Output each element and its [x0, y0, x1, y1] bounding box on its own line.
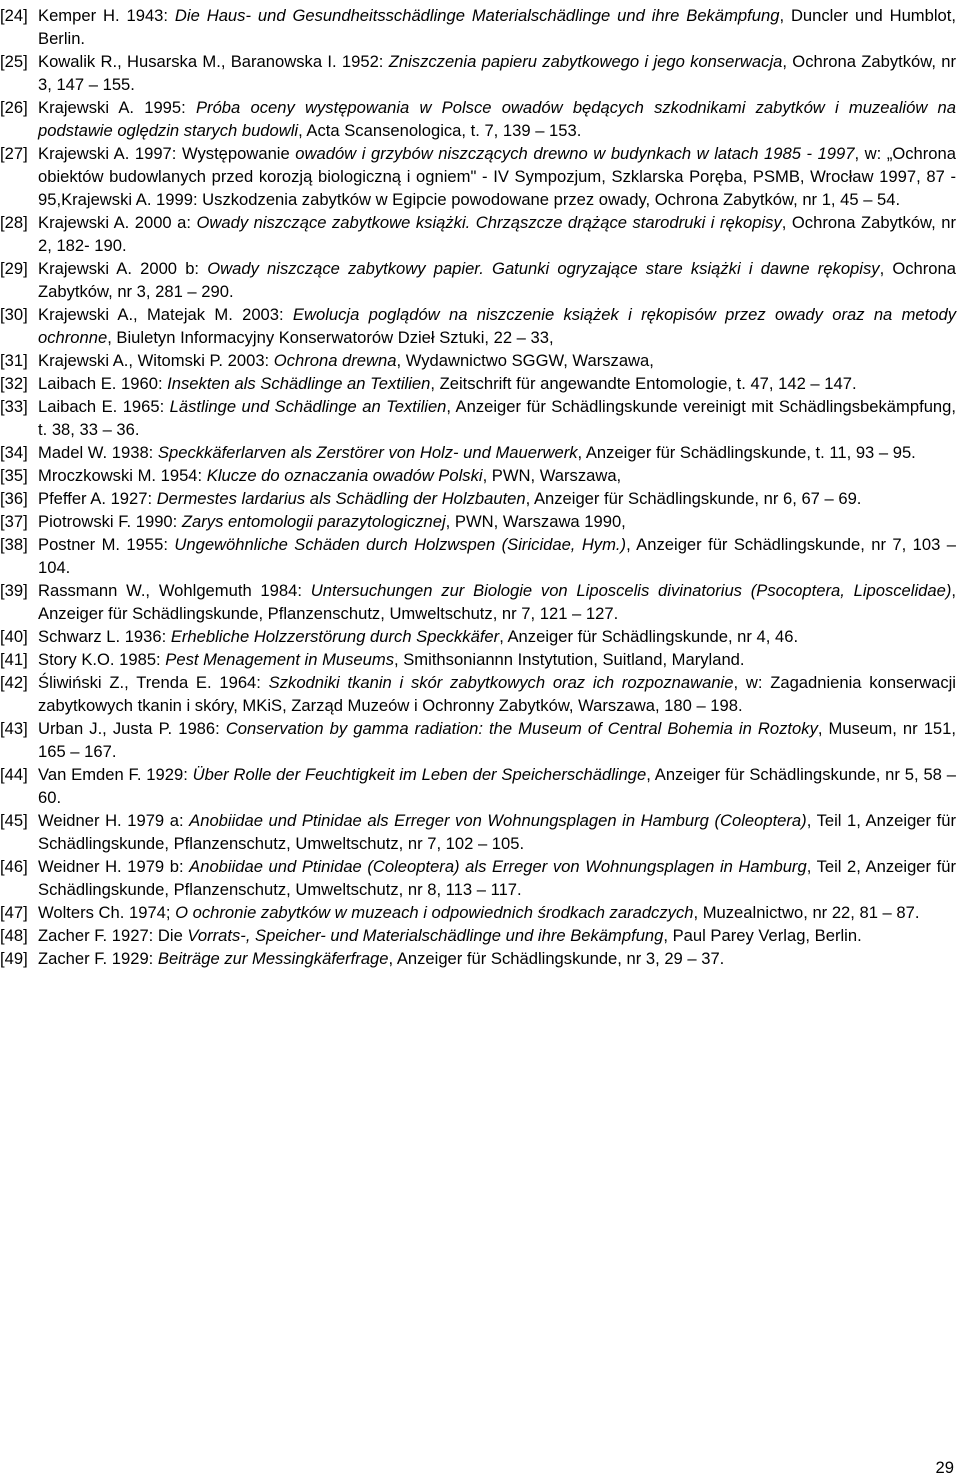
- reference-text: , Ochrona Zabytków, nr 3, 281 – 290.: [38, 259, 956, 301]
- reference-title: Über Rolle der Feuchtigkeit im Leben der Speicherschädlinge: [192, 765, 647, 784]
- reference-title: Dermestes lardarius als Schädling der Holzbauten: [156, 489, 526, 508]
- reference-text: Weidner H. 1979 b:: [38, 857, 190, 876]
- reference-entry: [0, 717, 956, 763]
- reference-text: , Wydawnictwo SGGW, Warszawa,: [396, 351, 654, 370]
- reference-title: Owady niszczące zabytkowy papier.: [207, 259, 484, 278]
- reference-entry: [0, 4, 956, 50]
- reference-entry: [0, 395, 956, 441]
- reference-text: , Anzeiger für Schädlingskunde vereinigt mit Schädlingsbekämpfung, t. 38, 33 – 36.: [38, 397, 956, 439]
- reference-title: Lästlinge und Schädlinge an Textilien: [169, 397, 447, 416]
- reference-text: , PWN, Warszawa,: [482, 466, 622, 485]
- reference-entry: [0, 671, 956, 717]
- reference-entry: [0, 648, 956, 671]
- reference-text: , Zeitschrift für angewandte Entomologie, t. 47, 142 – 147.: [430, 374, 857, 393]
- reference-entry: [0, 349, 956, 372]
- reference-text: , Anzeiger für Schädlingskunde, nr 3, 29 – 37.: [388, 949, 725, 968]
- reference-title: Owady niszczące zabytkowe książki.: [196, 213, 471, 232]
- reference-entry: [0, 579, 956, 625]
- reference-text: , Paul Parey Verlag, Berlin.: [663, 926, 862, 945]
- reference-entry: [0, 96, 956, 142]
- reference-text: Story K.O. 1985:: [38, 650, 166, 669]
- reference-entry: [0, 510, 956, 533]
- reference-text: , Teil 2, Anzeiger für Schädlingskunde, Pflanzenschutz, Umweltschutz, nr 8, 113 – 117.: [38, 857, 956, 899]
- reference-text: Kemper H. 1943:: [38, 6, 175, 25]
- reference-text: , Duncler und Humblot, Berlin.: [38, 6, 956, 48]
- reference-title: Erhebliche Holzzerstörung durch Speckkäfer: [170, 627, 500, 646]
- reference-entry: [0, 464, 956, 487]
- reference-entry: [0, 50, 956, 96]
- reference-text: Weidner H. 1979 a:: [38, 811, 190, 830]
- reference-text: Krajewski A. 2000 b:: [38, 259, 208, 278]
- reference-title: Vorrats-, Speicher- und Materialschädlinge und ihre Bekämpfung: [187, 926, 664, 945]
- reference-text: Mroczkowski M. 1954:: [38, 466, 207, 485]
- reference-text: , Anzeiger für Schädlingskunde, nr 5, 58 – 60.: [38, 765, 956, 807]
- reference-number: [30]: [0, 305, 28, 324]
- reference-title: O ochronie zabytków w muzeach i odpowiednich środkach zaradczych: [175, 903, 694, 922]
- reference-entry: [0, 901, 956, 924]
- reference-title: Speckkäferlarven als Zerstörer von Holz- und Mauerwerk: [157, 443, 578, 462]
- reference-number: [32]: [0, 374, 28, 393]
- reference-number: [49]: [0, 949, 28, 968]
- reference-number: [28]: [0, 213, 28, 232]
- reference-title: Untersuchungen zur Biologie von Liposcelis divinatorius (Psocoptera, Liposcelidae): [310, 581, 952, 600]
- reference-text: , Anzeiger für Schädlingskunde, nr 6, 67 – 69.: [525, 489, 862, 508]
- reference-title: Zarys entomologii parazytologicznej: [181, 512, 446, 531]
- reference-number: [36]: [0, 489, 28, 508]
- reference-text: Schwarz L. 1936:: [38, 627, 171, 646]
- reference-title: Chrząszcze drążące starodruki i rękopisy: [475, 213, 782, 232]
- reference-title: Pest Menagement in Museums: [165, 650, 395, 669]
- reference-number: [48]: [0, 926, 28, 945]
- reference-number: [38]: [0, 535, 28, 554]
- reference-text: , Museum, nr 151, 165 – 167.: [38, 719, 957, 761]
- reference-entry: [0, 142, 956, 211]
- reference-entry: [0, 947, 956, 970]
- reference-entry: [0, 303, 956, 349]
- reference-title: Próba oceny występowania w Polsce owadów będących szkodnikami zabytków i muzealiów na podstawie oględzin starych budowli: [38, 98, 956, 140]
- reference-text: Postner M. 1955:: [38, 535, 175, 554]
- reference-number: [39]: [0, 581, 28, 600]
- reference-title: owadów i grzybów niszczących drewno w budynkach w latach 1985 - 1997: [295, 144, 855, 163]
- reference-number: [43]: [0, 719, 28, 738]
- reference-entry: [0, 625, 956, 648]
- reference-text: , Teil 1, Anzeiger für Schädlingskunde, Pflanzenschutz, Umweltschutz, nr 7, 102 – 105.: [38, 811, 956, 853]
- reference-text: , Smithsoniannn Instytution, Suitland, Maryland.: [394, 650, 745, 669]
- reference-text: , Anzeiger für Schädlingskunde, nr 7, 103 – 104.: [38, 535, 956, 577]
- reference-title: Zniszczenia papieru zabytkowego i jego konserwacja: [388, 52, 783, 71]
- reference-text: , Biuletyn Informacyjny Konserwatorów Dzieł Sztuki, 22 – 33,: [107, 328, 554, 347]
- reference-title: Ewolucja poglądów na niszczenie książek i rękopisów przez owady oraz na metody ochronne: [38, 305, 956, 347]
- reference-text: Madel W. 1938:: [38, 443, 158, 462]
- reference-title: Klucze do oznaczania owadów Polski: [206, 466, 483, 485]
- reference-number: [35]: [0, 466, 28, 485]
- reference-text: , Anzeiger für Schädlingskunde, Pflanzenschutz, Umweltschutz, nr 7, 121 – 127.: [38, 581, 956, 623]
- reference-text: , Anzeiger für Schädlingskunde, t. 11, 93 – 95.: [577, 443, 916, 462]
- reference-text: , w: „Ochrona obiektów budowlanych przed korozją biologiczną i ogniem" - IV Sympozjum, Szklarska Poręba, PSMB, Wrocław 1997, 87 - 95,Krajewski A. 1999: Uszkodzenia zabytków w Egipcie powodowane przez owady, Ochrona Zabytków, nr 1, 45 – 54.: [38, 144, 956, 209]
- reference-title: Ochrona drewna: [273, 351, 397, 370]
- reference-entry: [0, 924, 956, 947]
- reference-text: Wolters Ch. 1974;: [38, 903, 176, 922]
- reference-text: , Anzeiger für Schädlingskunde, nr 4, 46.: [499, 627, 799, 646]
- page-number: 29: [935, 1458, 954, 1477]
- reference-number: [27]: [0, 144, 28, 163]
- reference-text: , Muzealnictwo, nr 22, 81 – 87.: [693, 903, 920, 922]
- reference-text: Krajewski A. 2000 a:: [38, 213, 197, 232]
- reference-text: , w: Zagadnienia konserwacji zabytkowych tkanin i skóry, MKiS, Zarząd Muzeów i Ochronny Zabytków, Warszawa, 180 – 198.: [38, 673, 956, 715]
- reference-title: Die Haus- und Gesundheitsschädlinge Materialschädlinge und ihre Bekämpfung: [174, 6, 780, 25]
- reference-number: [45]: [0, 811, 28, 830]
- reference-number: [33]: [0, 397, 28, 416]
- reference-text: , PWN, Warszawa 1990,: [445, 512, 626, 531]
- reference-text: Krajewski A. 1997: Występowanie: [38, 144, 296, 163]
- reference-text: Urban J., Justa P. 1986:: [38, 719, 226, 738]
- reference-title: Insekten als Schädlinge an Textilien: [167, 374, 431, 393]
- reference-entry: [0, 533, 956, 579]
- reference-text: Laibach E. 1965:: [38, 397, 170, 416]
- reference-number: [25]: [0, 52, 28, 71]
- reference-number: [44]: [0, 765, 28, 784]
- reference-number: [37]: [0, 512, 28, 531]
- reference-number: [41]: [0, 650, 28, 669]
- reference-text: Kowalik R., Husarska M., Baranowska I. 1952:: [38, 52, 389, 71]
- reference-text: , Ochrona Zabytków, nr 3, 147 – 155.: [38, 52, 957, 94]
- reference-text: Zacher F. 1927: Die: [38, 926, 188, 945]
- reference-title: Anobiidae und Ptinidae als Erreger von Wohnungsplagen in Hamburg (Coleoptera): [189, 811, 807, 830]
- reference-text: Śliwiński Z., Trenda E. 1964:: [38, 673, 269, 692]
- reference-text: Krajewski A. 1995:: [38, 98, 196, 117]
- reference-number: [46]: [0, 857, 28, 876]
- reference-number: [47]: [0, 903, 28, 922]
- reference-entry: [0, 487, 956, 510]
- reference-text: Zacher F. 1929:: [38, 949, 158, 968]
- reference-title: Szkodniki tkanin i skór zabytkowych oraz ich rozpoznawanie: [268, 673, 734, 692]
- reference-text: Van Emden F. 1929:: [38, 765, 193, 784]
- reference-text: Krajewski A., Matejak M. 2003:: [38, 305, 293, 324]
- reference-text: , Ochrona Zabytków, nr 2, 182- 190.: [38, 213, 956, 255]
- reference-number: [26]: [0, 98, 28, 117]
- reference-list: [0, 4, 956, 970]
- reference-number: [40]: [0, 627, 28, 646]
- reference-title: Beiträge zur Messingkäferfrage: [157, 949, 389, 968]
- reference-title: Gatunki ogryzające stare książki i dawne rękopisy: [492, 259, 880, 278]
- reference-text: Laibach E. 1960:: [38, 374, 168, 393]
- reference-title: Conservation by gamma radiation: the Museum of Central Bohemia in Roztoky: [225, 719, 818, 738]
- reference-text: Pfeffer A. 1927:: [38, 489, 157, 508]
- reference-entry: [0, 855, 956, 901]
- reference-entry: [0, 809, 956, 855]
- reference-number: [34]: [0, 443, 28, 462]
- reference-title: Anobiidae und Ptinidae (Coleoptera) als Erreger von Wohnungsplagen in Hamburg: [189, 857, 807, 876]
- reference-text: Rassmann W., Wohlgemuth 1984:: [38, 581, 311, 600]
- reference-entry: [0, 257, 956, 303]
- reference-text: , Acta Scansenologica, t. 7, 139 – 153.: [298, 121, 582, 140]
- reference-entry: [0, 372, 956, 395]
- reference-number: [42]: [0, 673, 28, 692]
- reference-text: Krajewski A., Witomski P. 2003:: [38, 351, 274, 370]
- reference-number: [24]: [0, 6, 28, 25]
- reference-number: [29]: [0, 259, 28, 278]
- reference-text: [484, 259, 492, 278]
- reference-title: Ungewöhnliche Schäden durch Holzwspen (Siricidae, Hym.): [174, 535, 627, 554]
- reference-text: Piotrowski F. 1990:: [38, 512, 182, 531]
- reference-entry: [0, 211, 956, 257]
- reference-entry: [0, 763, 956, 809]
- reference-entry: [0, 441, 956, 464]
- reference-number: [31]: [0, 351, 28, 370]
